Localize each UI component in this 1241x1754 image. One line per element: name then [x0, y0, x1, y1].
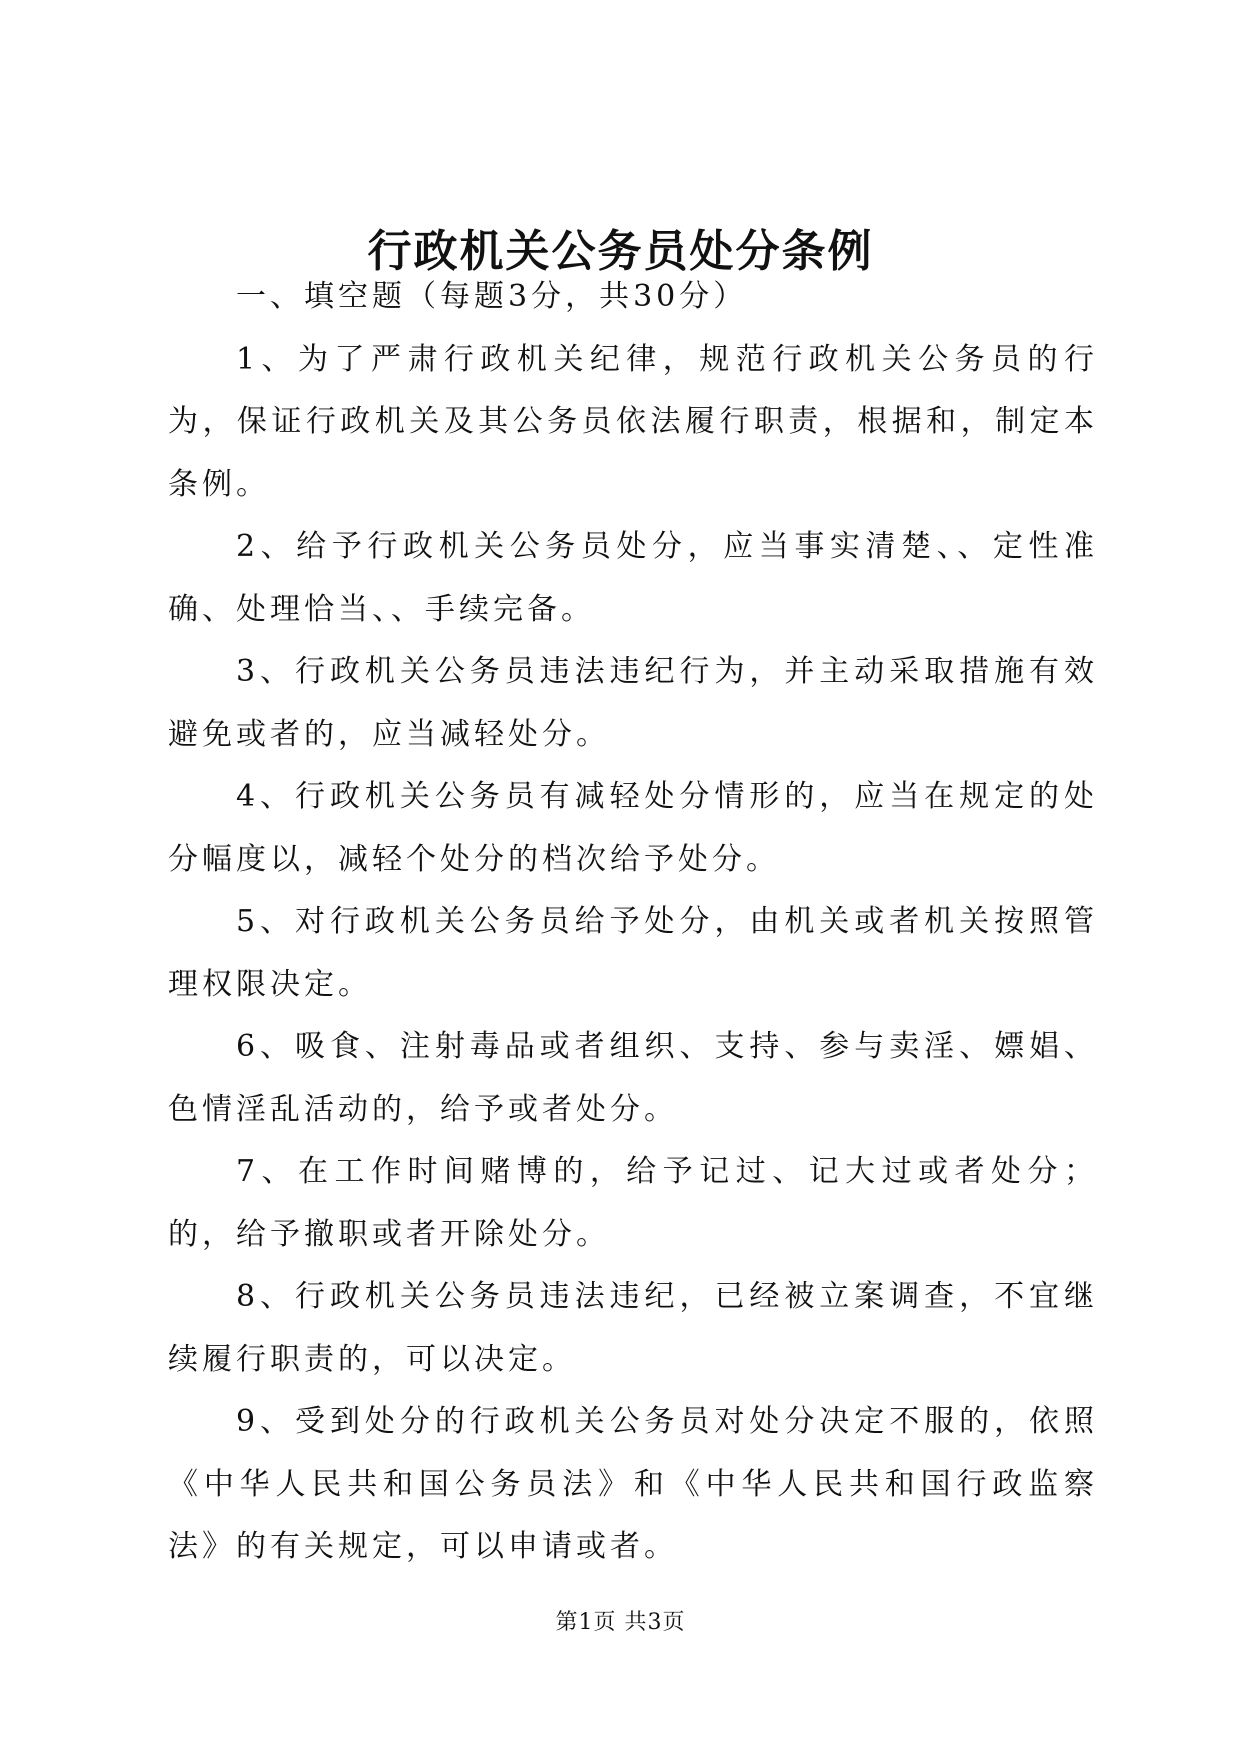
question-5: 5、对行政机关公务员给予处分，由机关或者机关按照管理权限决定。	[168, 904, 1098, 1002]
question-3: 3、行政机关公务员违法违纪行为，并主动采取措施有效避免或者的，应当减轻处分。	[168, 654, 1098, 752]
question-9: 9、受到处分的行政机关公务员对处分决定不服的，依照《中华人民共和国公务员法》和《中华人民共和国行政监察法》的有关规定，可以申请或者。	[168, 1404, 1098, 1564]
document-body	[168, 266, 1098, 1579]
question-6: 6、吸食、注射毒品或者组织、支持、参与卖淫、嫖娼、色情淫乱活动的，给予或者处分。	[168, 1029, 1098, 1127]
section-heading: 一、填空题（每题3分，共30分）	[236, 279, 748, 314]
question-7: 7、在工作时间赌博的，给予记过、记大过或者处分；的，给予撤职或者开除处分。	[168, 1154, 1098, 1252]
page-number-footer: 第1页 共3页	[555, 1610, 686, 1635]
question-1: 1、为了严肃行政机关纪律，规范行政机关公务员的行为，保证行政机关及其公务员依法履行职责，根据和，制定本条例。	[168, 341, 1098, 502]
question-4: 4、行政机关公务员有减轻处分情形的，应当在规定的处分幅度以，减轻个处分的档次给予处分。	[168, 779, 1098, 877]
question-8: 8、行政机关公务员违法违纪，已经被立案调查，不宜继续履行职责的，可以决定。	[168, 1279, 1098, 1377]
question-2: 2、给予行政机关公务员处分，应当事实清楚、、定性准确、处理恰当、、手续完备。	[168, 529, 1098, 627]
document-title: 行政机关公务员处分条例	[367, 226, 874, 277]
